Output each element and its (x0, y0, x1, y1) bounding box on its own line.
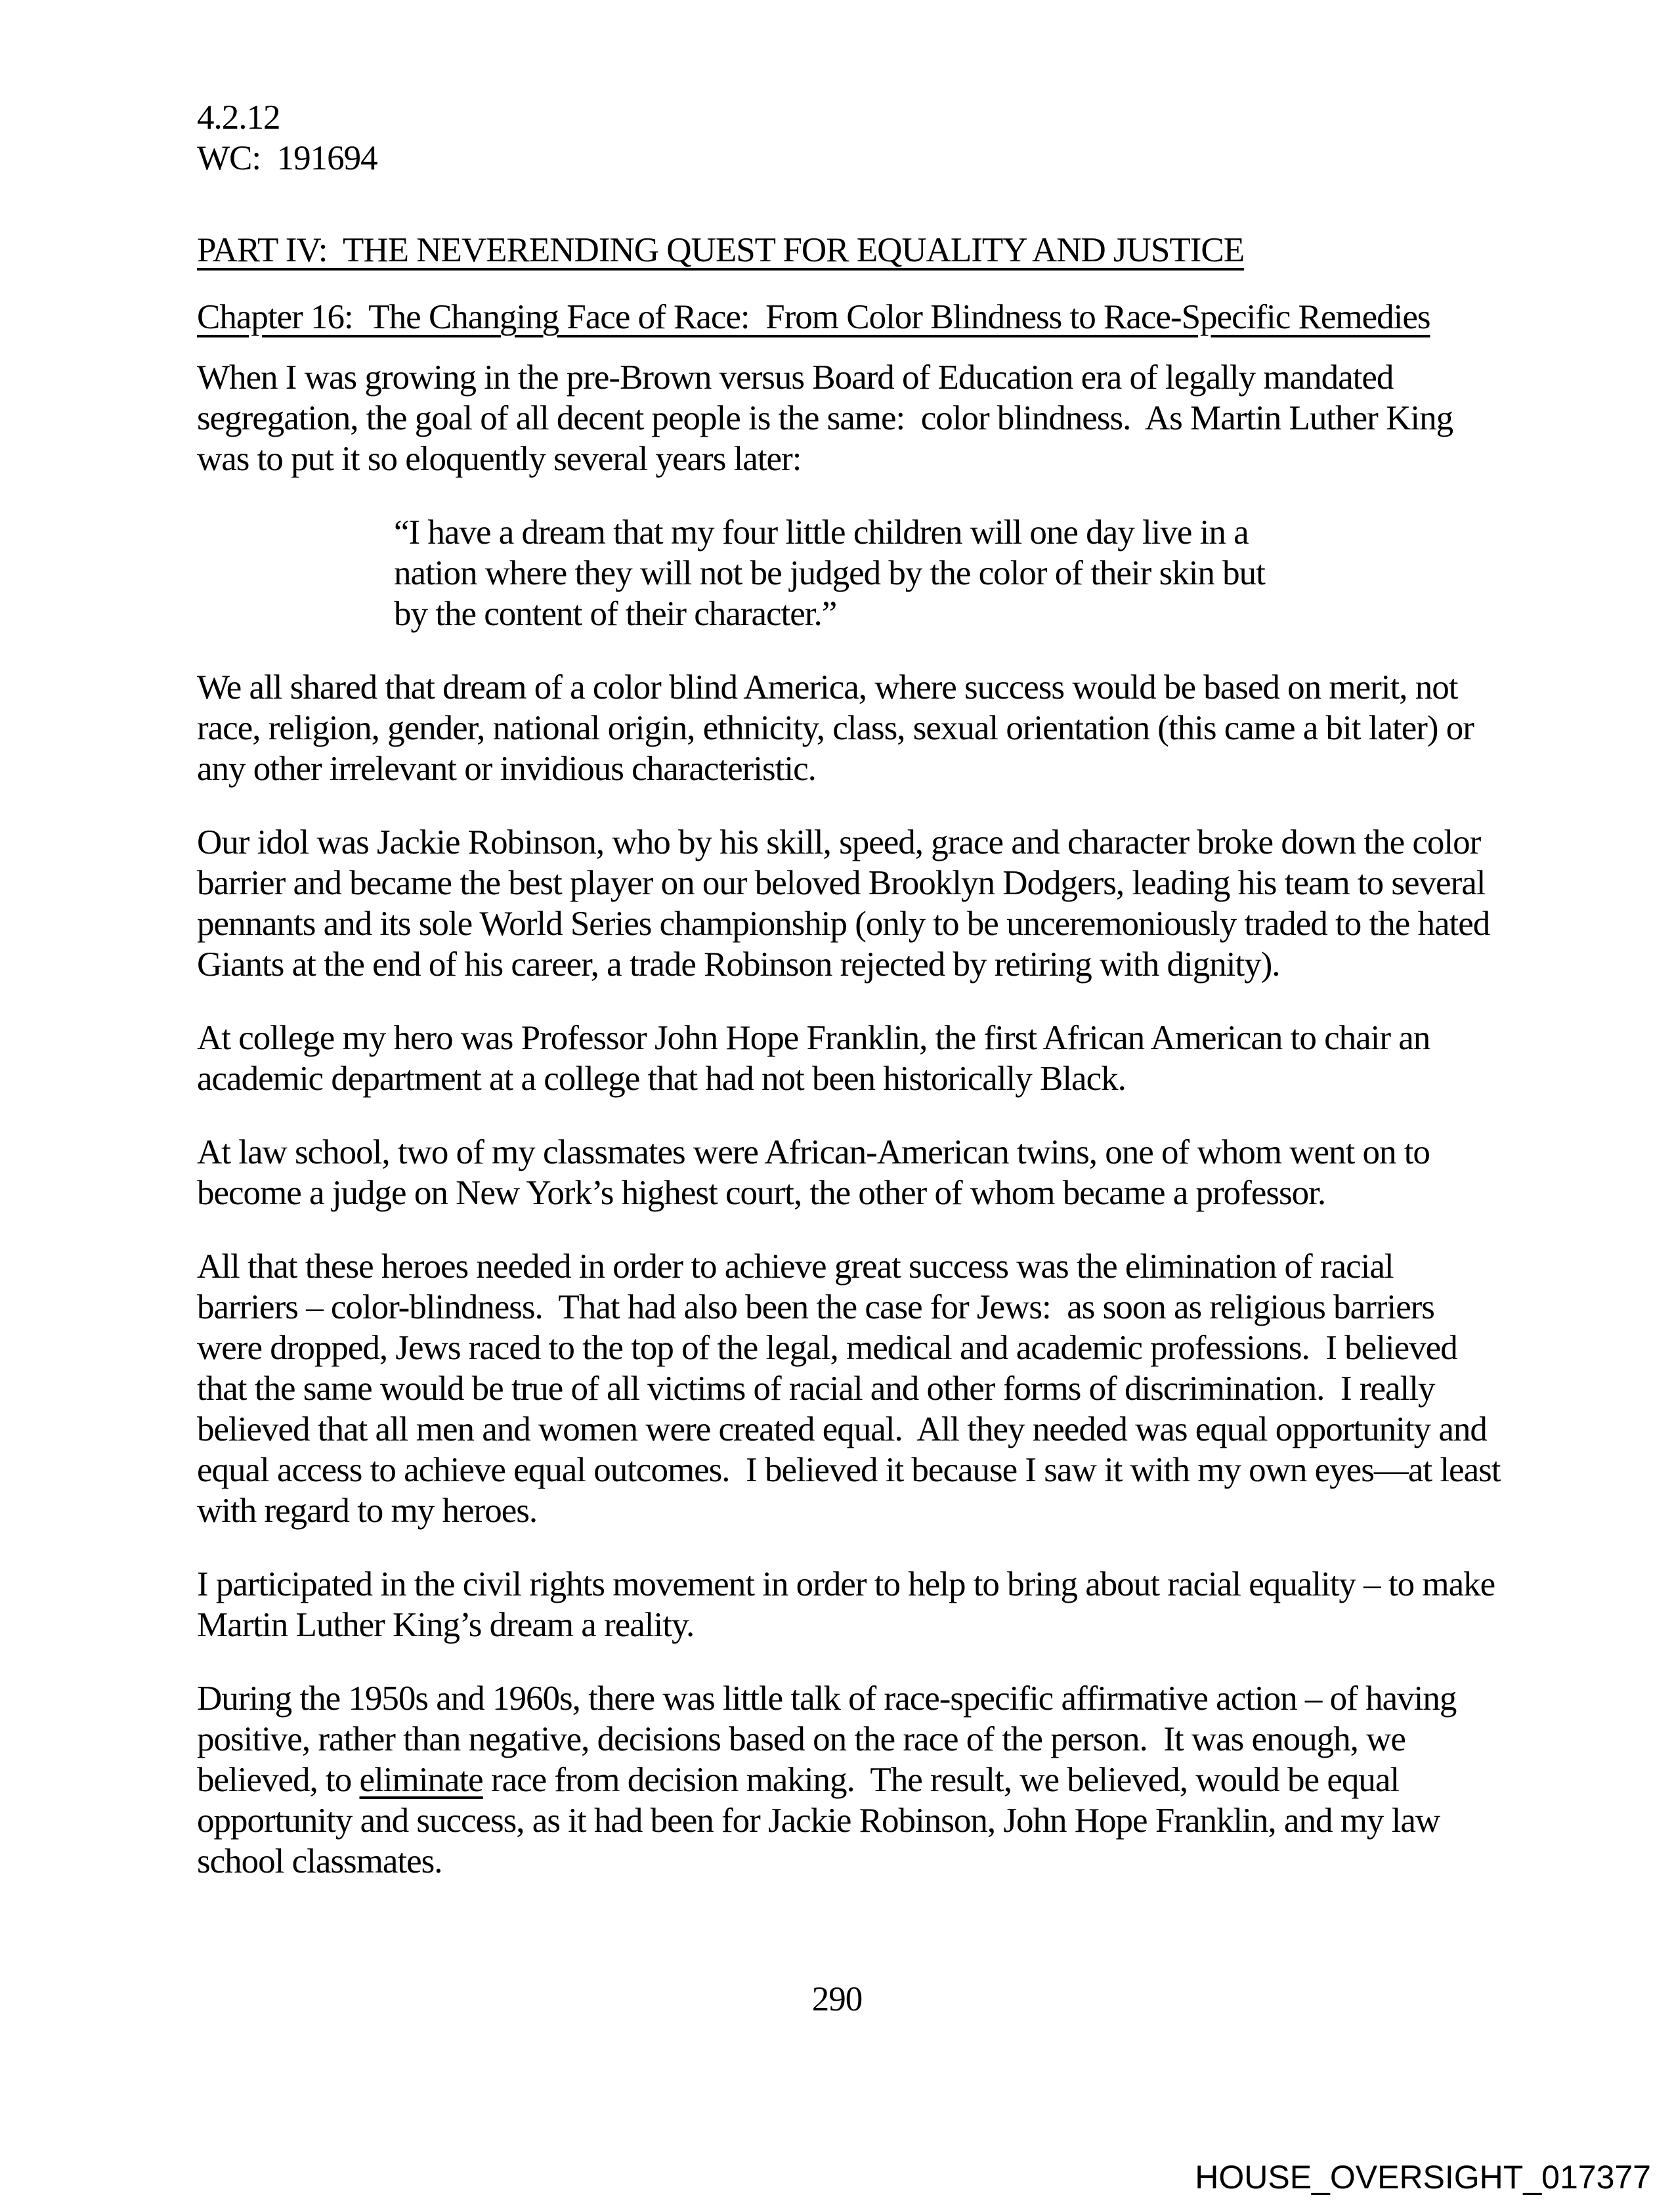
text-line: academic department at a college that had not been historically Black. (197, 1060, 1126, 1098)
text-line: At college my hero was Professor John Hope Franklin, the first African American to chair an (197, 1019, 1430, 1057)
text-line: believed that all men and women were created equal. All they needed was equal opportunity and (197, 1410, 1487, 1448)
text-line: “I have a dream that my four little children will one day live in a (394, 513, 1249, 552)
paragraph (197, 1132, 1510, 1213)
text-line: were dropped, Jews raced to the top of the legal, medical and academic professions. I believed (197, 1329, 1457, 1367)
paragraph (197, 1678, 1510, 1882)
text-line: When I was growing in the pre-Brown versus Board of Education era of legally mandated (197, 358, 1394, 397)
text-line: was to put it so eloquently several years later: (197, 440, 802, 478)
text-line: Giants at the end of his career, a trade Robinson rejected by retiring with dignity). (197, 945, 1280, 984)
text-line: All that these heroes needed in order to achieve great success was the elimination of racial (197, 1247, 1394, 1286)
text-line: that the same would be true of all victims of racial and other forms of discrimination. I really (197, 1370, 1435, 1408)
text-line: by the content of their character.” (394, 595, 837, 633)
text-line: race, religion, gender, national origin, ethnicity, class, sexual orientation (this came a bit later) or (197, 709, 1474, 747)
part-heading: PART IV: THE NEVERENDING QUEST FOR EQUALITY AND JUSTICE (197, 231, 1245, 269)
paragraph (197, 822, 1510, 985)
text-line: I participated in the civil rights movement in order to help to bring about racial equality – to make (197, 1565, 1495, 1603)
text-line: pennants and its sole World Series championship (only to be unceremoniously traded to the hated (197, 905, 1490, 943)
text-line: barriers – color-blindness. That had also been the case for Jews: as soon as religious barriers (197, 1288, 1434, 1326)
blockquote (394, 512, 1510, 634)
header-date: 4.2.12 (197, 98, 280, 137)
text-line: school classmates. (197, 1842, 442, 1880)
page-number: 290 (811, 1980, 863, 2018)
text-segment: believed, to (197, 1761, 360, 1799)
text-line (197, 1760, 1510, 1800)
text-line: Martin Luther King’s dream a reality. (197, 1606, 695, 1644)
paragraph (197, 667, 1510, 789)
header-word-count: WC: 191694 (197, 139, 377, 177)
document-header (197, 97, 1510, 179)
text-line: any other irrelevant or invidious characteristic. (197, 750, 816, 788)
text-line: barrier and became the best player on our beloved Brooklyn Dodgers, leading his team to several (197, 864, 1486, 902)
underlined-text: eliminate (359, 1761, 483, 1799)
text-line: nation where they will not be judged by the color of their skin but (394, 554, 1265, 592)
document-body (197, 357, 1510, 1882)
text-line: opportunity and success, as it had been for Jackie Robinson, John Hope Franklin, and my law (197, 1802, 1440, 1840)
paragraph (197, 1564, 1510, 1645)
text-line: At law school, two of my classmates were African-American twins, one of whom went on to (197, 1133, 1430, 1171)
text-line: During the 1950s and 1960s, there was little talk of race-specific affirmative action – of having (197, 1680, 1457, 1718)
text-line: segregation, the goal of all decent people is the same: color blindness. As Martin Luther King (197, 399, 1453, 437)
text-line: We all shared that dream of a color blind America, where success would be based on merit, not (197, 668, 1458, 706)
text-line: become a judge on New York’s highest court, the other of whom became a professor. (197, 1174, 1326, 1212)
text-line: equal access to achieve equal outcomes. I believed it because I saw it with my own eyes—at least (197, 1451, 1501, 1489)
paragraph (197, 1018, 1510, 1099)
paragraph (197, 357, 1510, 479)
document-content (197, 97, 1510, 1915)
chapter-heading: Chapter 16: The Changing Face of Race: From Color Blindness to Race-Specific Remedies (197, 298, 1430, 336)
text-line: Our idol was Jackie Robinson, who by his skill, speed, grace and character broke down the color (197, 823, 1481, 861)
text-segment: race from decision making. The result, we believed, would be equal (483, 1761, 1400, 1799)
text-line: positive, rather than negative, decisions based on the race of the person. It was enough, we (197, 1720, 1406, 1758)
bates-stamp: HOUSE_OVERSIGHT_017377 (1195, 2159, 1651, 2196)
paragraph (197, 1246, 1510, 1531)
text-line: with regard to my heroes. (197, 1492, 538, 1530)
